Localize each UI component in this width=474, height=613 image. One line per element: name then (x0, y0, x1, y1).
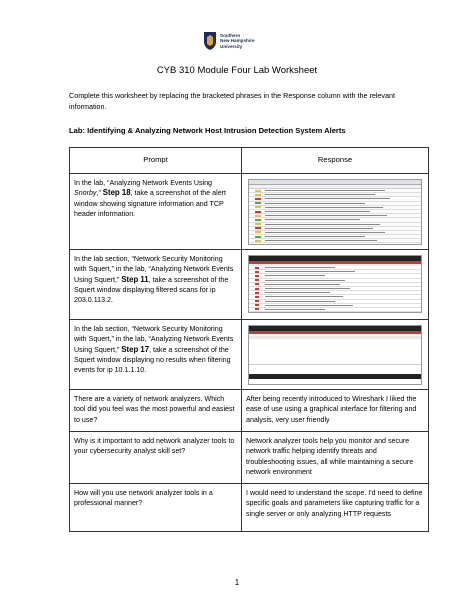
table-row (70, 390, 429, 432)
squert-filtered-scans-screenshot (248, 255, 422, 313)
column-header-response: Response (242, 148, 429, 174)
prompt-text: In the lab section, “Network Security Monitoring with Squert,” in the lab, “Analyzing Network Events Using Squert,” (74, 255, 234, 284)
table-row (70, 484, 429, 532)
squert-no-results-screenshot (248, 325, 422, 385)
prompt-cell: Why is it important to add network analyzer tools to your cybersecurity analyst skill set? (70, 432, 242, 484)
logo-line: New Hampshire (220, 38, 255, 44)
logo-line: University (220, 43, 243, 49)
page-title: CYB 310 Module Four Lab Worksheet (156, 65, 318, 76)
response-cell (242, 174, 429, 250)
step-label: Step 11 (121, 274, 149, 284)
response-cell: After being recently introduced to Wireshark I liked the ease of use using a graphical interface for filtering and analysis, very user friendly (242, 390, 429, 432)
prompt-text: , take a screenshot of the Squert window displaying filtered scans for ip 203.0.113.2. (74, 275, 229, 305)
response-cell: Network analyzer tools help you monitor and secure network traffic helping identify threats and troubleshooting issues, all while maintaining a secure network environment (242, 432, 429, 484)
response-cell (242, 320, 429, 390)
table-row (70, 174, 429, 250)
prompt-text: , take a screenshot of the Squert window displaying no results when filtering events for ip 10.1.1.10. (74, 345, 231, 375)
table-header-row (70, 148, 429, 174)
university-logo (203, 27, 273, 55)
response-cell: I would need to understand the scope. I'd need to define specific goals and parameters like capturing traffic for a single server or only analyzing HTTP requests (242, 484, 429, 532)
prompt-text: , take a screenshot of the alert window showing signature information and TCP header information. (74, 189, 226, 218)
prompt-cell (70, 174, 242, 250)
column-header-prompt: Prompt (70, 148, 242, 174)
prompt-text: In the lab, “Analyzing Network Events Using (74, 179, 212, 187)
step-label: Step 17 (121, 344, 150, 354)
intro-text: Complete this worksheet by replacing the bracketed phrases in the Response column with the relevant information. (69, 91, 396, 111)
step-label: Step 18 (102, 188, 131, 198)
logo-text (220, 33, 254, 49)
response-cell (242, 250, 429, 320)
prompt-cell: There are a variety of network analyzers. Which tool did you feel was the most powerful and easiest to use? (70, 390, 242, 432)
table-row (70, 432, 429, 484)
shield-icon (203, 31, 217, 51)
snorby-alert-screenshot (248, 179, 422, 245)
table-row (70, 320, 429, 390)
prompt-text: ,” (96, 189, 103, 198)
worksheet-table (69, 147, 429, 532)
page-number: 1 (234, 578, 240, 587)
lab-heading: Lab: Identifying & Analyzing Network Host Intrusion Detection System Alerts (69, 126, 346, 135)
prompt-cell (70, 250, 242, 320)
prompt-text: In the lab section, “Network Security Monitoring with Squert,” in the lab, “Analyzing Network Events Using Squert,” (74, 325, 234, 354)
logo-line: Southern (220, 33, 241, 39)
table-row (70, 250, 429, 320)
prompt-cell: How will you use network analyzer tools in a professional manner? (70, 484, 242, 532)
prompt-cell (70, 320, 242, 390)
prompt-text-italic: Snorby (74, 189, 97, 198)
